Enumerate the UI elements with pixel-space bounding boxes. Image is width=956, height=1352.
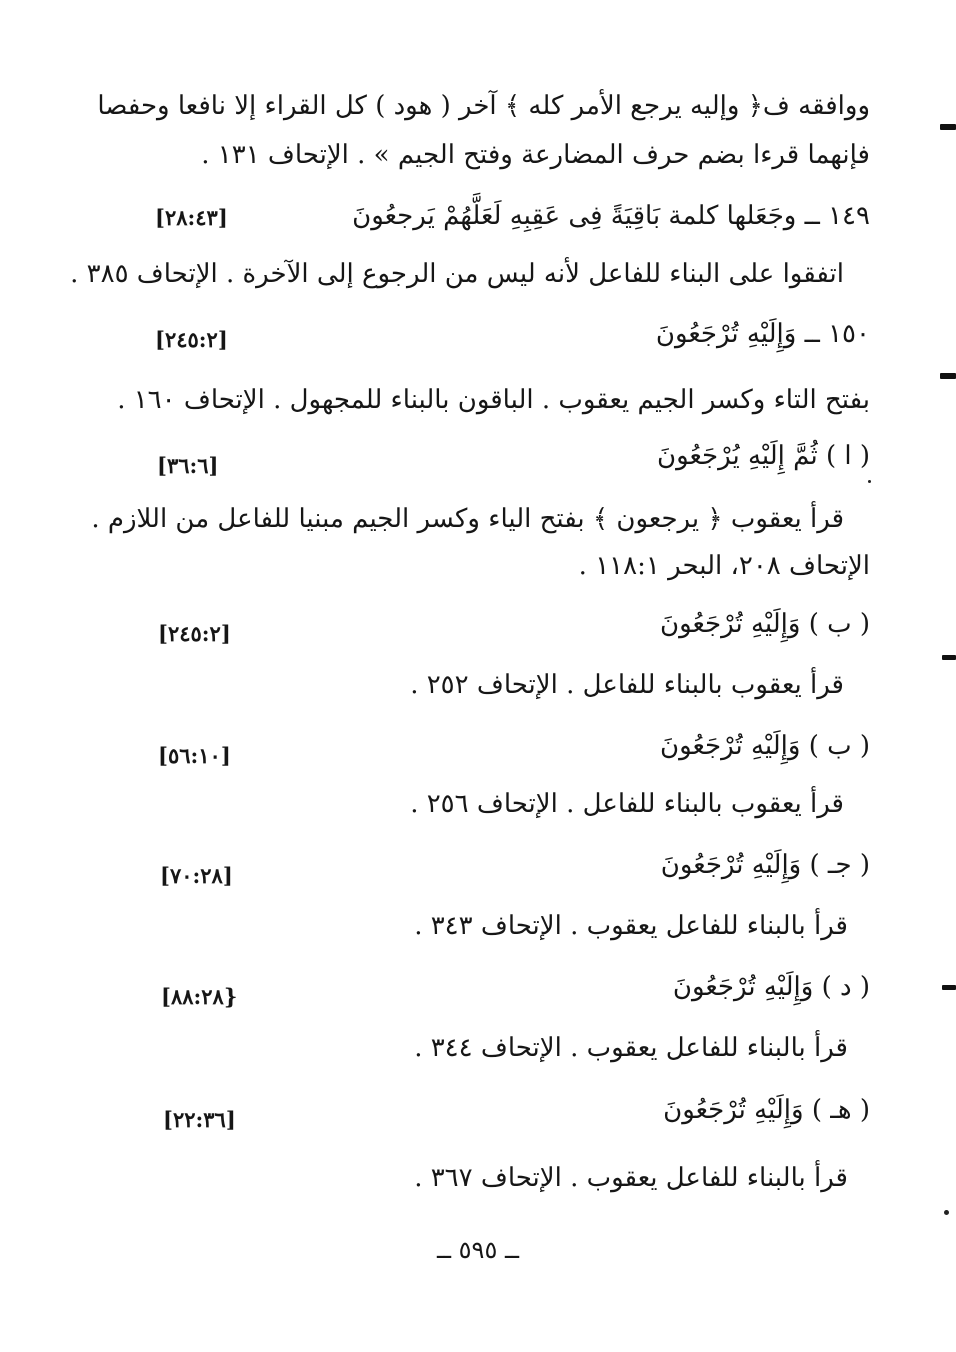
line-19: قرأ بالبناء للفاعل يعقوب . الإتحاف ٣٦٧ .: [414, 1163, 848, 1193]
verse-reference: [٥٦:١٠]: [158, 743, 231, 768]
line-17: قرأ بالبناء للفاعل يعقوب . الإتحاف ٣٤٤ .: [414, 1033, 848, 1063]
line-2: فإنهما قرءا بضم حرف المضارعة وفتح الجيم » . الإتحاف ١٣١ .: [201, 140, 870, 170]
verse-reference: [٧٠:٢٨]: [160, 863, 233, 888]
verse-149: ١٤٩ ــ وجَعَلها كلمة بَاقِيَةً فِى عَقِبِهِ لَعَلَّهُمْ يَرجعُونَ: [352, 201, 870, 231]
variant-b-1: ( ب ) وَإِلَيْهِ تُرْجَعُونَ: [659, 609, 870, 639]
line-1: ووافقه ف﴿ وإليه يرجع الأمر كله ﴾ آخر ( هود ) كل القراء إلا نافعا وحفصا: [97, 91, 870, 121]
line-15: قرأ بالبناء للفاعل يعقوب . الإتحاف ٣٤٣ .: [414, 911, 848, 941]
variant-jim: ( جـ ) وَإِلَيْهِ تُرْجَعُونَ: [660, 850, 870, 880]
scan-speck: [944, 1210, 949, 1215]
verse-150: ١٥٠ ــ وَإِلَيْهِ تُرْجَعُونَ: [655, 319, 870, 349]
variant-ha: ( هـ ) وَإِلَيْهِ تُرْجَعُونَ: [663, 1095, 870, 1125]
verse-reference: [٢٨:٤٣]: [155, 205, 228, 230]
line-4: اتفقوا على البناء للفاعل لأنه ليس من الرجوع إلى الآخرة . الإتحاف ٣٨٥ .: [70, 259, 844, 289]
line-6: بفتح التاء وكسر الجيم يعقوب . الباقون بالبناء للمجهول . الإتحاف ١٦٠ .: [117, 385, 870, 415]
variant-b-2: ( ب ) وَإِلَيْهِ تُرْجَعُونَ: [659, 731, 870, 761]
scan-speck: [868, 480, 871, 483]
scan-mark: [942, 985, 956, 990]
verse-reference: [٨٨:٢٨}: [161, 984, 238, 1009]
variant-dal: ( د ) وَإِلَيْهِ تُرْجَعُونَ: [672, 972, 870, 1002]
verse-reference: [٢٢:٣٦]: [163, 1107, 236, 1132]
verse-reference: [٢٤٥:٢]: [155, 327, 228, 352]
verse-reference: [٢٤٥:٢]: [158, 621, 231, 646]
line-9: الإتحاف ٢٠٨، البحر ١١٨:١ .: [578, 551, 870, 581]
scan-mark: [940, 124, 956, 130]
line-11: قرأ يعقوب بالبناء للفاعل . الإتحاف ٢٥٢ .: [410, 670, 844, 700]
line-13: قرأ يعقوب بالبناء للفاعل . الإتحاف ٢٥٦ .: [410, 789, 844, 819]
scan-mark: [942, 655, 956, 660]
page-number: ــ ٥٩٥ ــ: [436, 1236, 520, 1264]
variant-a: ( ا ) ثُمَّ إِلَيْهِ يُرْجَعُونَ: [656, 441, 870, 471]
line-8: قرأ يعقوب ﴿ يرجعون ﴾ بفتح الياء وكسر الجيم مبنيا للفاعل من اللازم .: [91, 504, 844, 534]
scan-mark: [940, 373, 956, 379]
verse-reference: [٣٦:٦]: [157, 453, 219, 478]
